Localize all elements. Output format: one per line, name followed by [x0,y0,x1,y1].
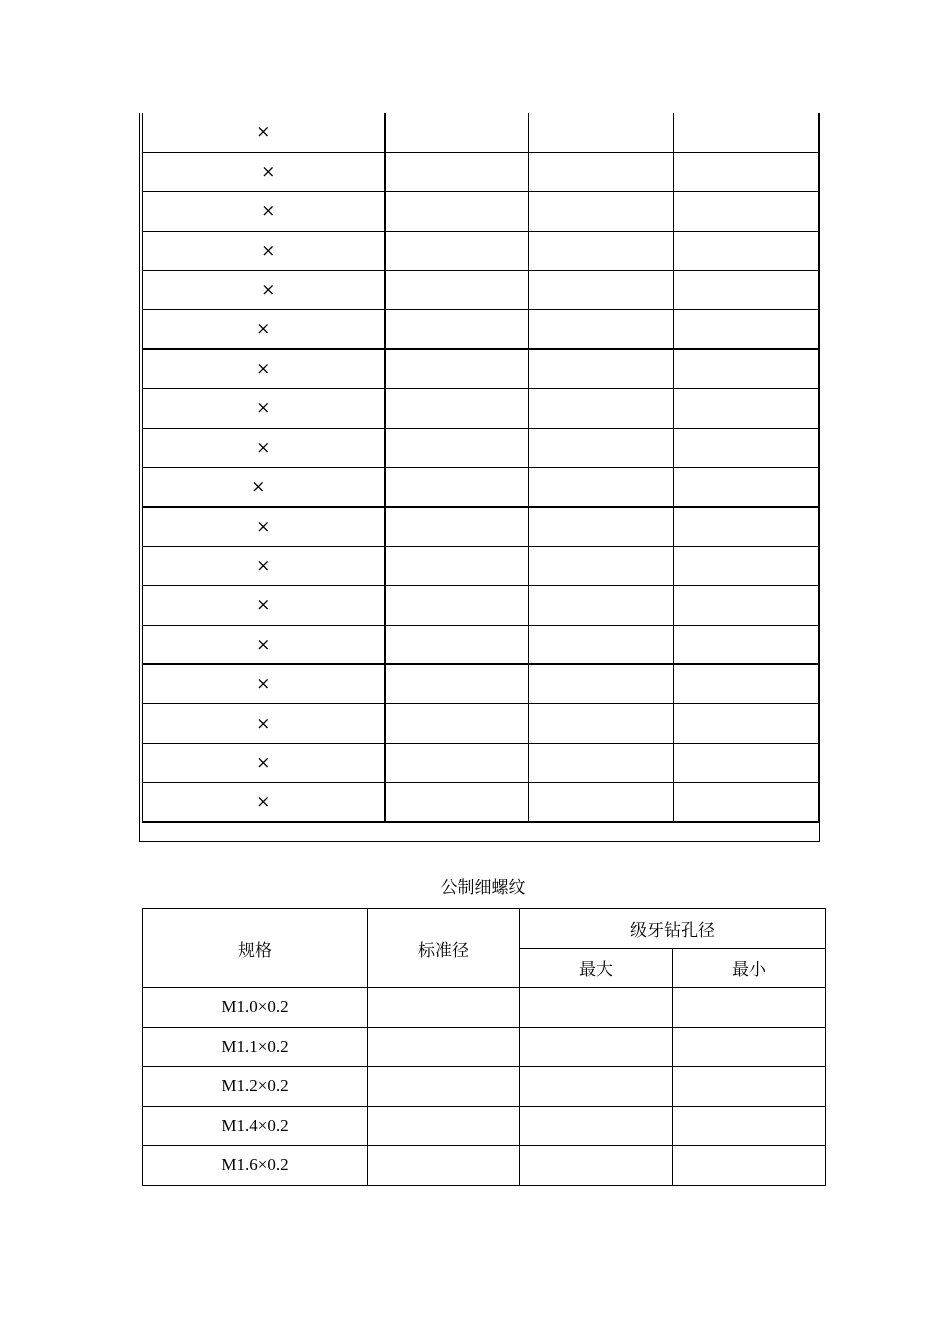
table-row [143,586,819,625]
times-sign: × [256,713,271,734]
standard-cell [368,1146,520,1186]
table-row [143,349,819,388]
table-row [143,704,819,743]
value-cell [385,231,529,270]
times-sign: × [256,359,271,380]
value-cell [529,625,674,664]
spec-cell [143,310,385,349]
table-row [143,113,819,152]
times-sign: × [256,792,271,813]
times-sign: × [261,162,276,183]
max-cell [520,1027,673,1067]
value-cell [674,625,819,664]
table-row [143,743,819,782]
times-sign: × [261,240,276,261]
value-cell [674,113,819,152]
value-cell [385,468,529,507]
value-cell [529,743,674,782]
table-row [143,468,819,507]
table-row [143,664,819,703]
value-cell [385,625,529,664]
min-cell [673,1067,826,1107]
spec-cell [143,586,385,625]
table-row [143,1067,826,1107]
spec-cell [143,113,385,152]
value-cell [674,783,819,822]
spec-cell [143,743,385,782]
value-cell [674,271,819,310]
value-cell [674,546,819,585]
table-row [143,310,819,349]
value-cell [385,704,529,743]
value-cell [529,546,674,585]
spec-cell: M1.0×0.2 [143,988,368,1028]
table-row [143,389,819,428]
table-row [143,507,819,546]
header-drill-diameter: 级牙钻孔径 [520,909,826,949]
spec-cell [143,231,385,270]
value-cell [529,783,674,822]
spec-cell [143,507,385,546]
value-cell [385,271,529,310]
value-cell [385,507,529,546]
value-cell [385,152,529,191]
value-cell [529,389,674,428]
value-cell [674,428,819,467]
min-cell [673,1106,826,1146]
value-cell [385,664,529,703]
header-standard-diameter: 标准径 [368,909,520,988]
value-cell [674,468,819,507]
value-cell [385,586,529,625]
spec-cell [143,625,385,664]
spec-cell: M1.6×0.2 [143,1146,368,1186]
min-cell [673,1146,826,1186]
standard-cell [368,988,520,1028]
value-cell [529,586,674,625]
table-row [143,428,819,467]
upper-table [142,113,819,823]
spec-cell [143,546,385,585]
times-sign: × [256,437,271,458]
value-cell [529,468,674,507]
spec-cell: M1.4×0.2 [143,1106,368,1146]
spec-cell: M1.2×0.2 [143,1067,368,1107]
times-sign: × [256,752,271,773]
value-cell [385,428,529,467]
table-row [143,271,819,310]
value-cell [529,192,674,231]
value-cell [529,231,674,270]
value-cell [674,310,819,349]
times-sign: × [251,476,266,497]
value-cell [385,192,529,231]
times-sign: × [256,634,271,655]
spec-cell [143,389,385,428]
value-cell [674,192,819,231]
value-cell [674,586,819,625]
times-sign: × [261,201,276,222]
standard-cell [368,1106,520,1146]
fine-thread-table-body [143,909,826,1186]
min-cell [673,988,826,1028]
upper-table-body [143,113,819,822]
value-cell [529,428,674,467]
value-cell [674,152,819,191]
standard-cell [368,1067,520,1107]
value-cell [529,152,674,191]
value-cell [385,743,529,782]
table-row [143,1027,826,1067]
value-cell [385,310,529,349]
spec-cell [143,192,385,231]
table-row [143,231,819,270]
value-cell [674,389,819,428]
value-cell [529,664,674,703]
table-row [143,192,819,231]
spec-cell: M1.1×0.2 [143,1027,368,1067]
fine-thread-table [142,908,826,1186]
spec-cell [143,704,385,743]
value-cell [529,704,674,743]
value-cell [385,349,529,388]
max-cell [520,1106,673,1146]
max-cell [520,1067,673,1107]
header-max: 最大 [520,948,673,988]
times-sign: × [256,398,271,419]
table-row [143,988,826,1028]
times-sign: × [256,319,271,340]
min-cell [673,1027,826,1067]
value-cell [674,664,819,703]
table-row [143,546,819,585]
max-cell [520,988,673,1028]
spec-cell [143,271,385,310]
table-row [143,783,819,822]
spec-cell [143,468,385,507]
table-row [143,1106,826,1146]
value-cell [529,349,674,388]
header-row [143,909,826,949]
value-cell [385,113,529,152]
value-cell [529,113,674,152]
spec-cell [143,664,385,703]
table-row [143,152,819,191]
times-sign: × [256,555,271,576]
value-cell [529,271,674,310]
times-sign: × [256,595,271,616]
value-cell [674,704,819,743]
times-sign: × [256,516,271,537]
value-cell [529,310,674,349]
table-row [143,625,819,664]
value-cell [529,507,674,546]
table-caption: 公制细螺纹 [440,878,526,898]
header-min: 最小 [673,948,826,988]
times-sign: × [256,122,271,143]
value-cell [674,349,819,388]
value-cell [385,546,529,585]
times-sign: × [261,280,276,301]
header-spec: 规格 [143,909,368,988]
spec-cell [143,152,385,191]
value-cell [385,389,529,428]
spec-cell [143,349,385,388]
times-sign: × [256,674,271,695]
max-cell [520,1146,673,1186]
spec-cell [143,428,385,467]
value-cell [674,507,819,546]
spec-cell [143,783,385,822]
standard-cell [368,1027,520,1067]
value-cell [385,783,529,822]
table-row [143,1146,826,1186]
value-cell [674,231,819,270]
value-cell [674,743,819,782]
